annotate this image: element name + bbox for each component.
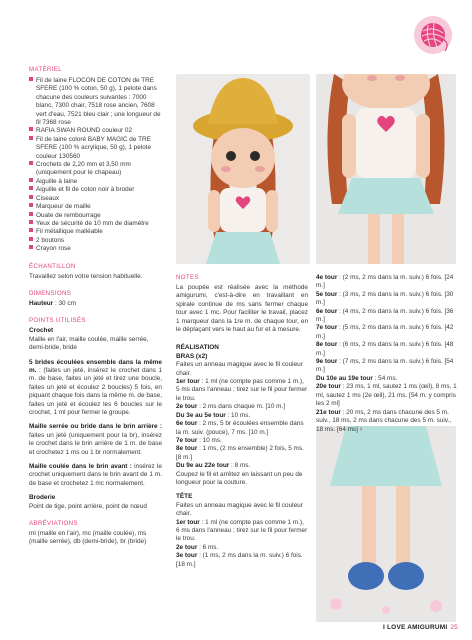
bras-row: Du 3e au 5e tour : 10 ms. (176, 411, 251, 419)
notes-text: La poupée est réalisée avec la méthode amigurumi, c'est-à-dire en travaillant en spirale continue de ms sans fermer chaque tour avec 1 mc. Pour faciliter le travail, placez 1 marqueur dans la 1re m. de chaque tour, en le déplaçant vers le haut au fur et à mesure. (176, 284, 308, 334)
bras-row: 1er tour : 1 ml (ne compte pas comme 1 m.), 5 ms dans l'anneau ; tirez sur le fil pour fermer le trou. (176, 378, 308, 402)
continue-arrow-icon: › (359, 424, 363, 434)
dimensions-heading: DIMENSIONS (29, 289, 72, 297)
yarn-ball-logo-icon (412, 14, 454, 56)
crochet-label: Crochet (29, 327, 54, 335)
pink-square-bullet-icon (29, 220, 33, 224)
materiel-item: Crayon rose (29, 245, 162, 253)
pink-square-bullet-icon (29, 212, 33, 216)
abreviations-text: ml (maille en l'air), mc (maille coulée), ms (maille serrée), db (demi-bride), br (bride) (29, 530, 147, 546)
materiel-item: Aiguille à laine (29, 178, 162, 186)
pink-square-bullet-icon (29, 237, 33, 241)
tete-row: 4e tour : (2 ms, 2 ms dans la m. suiv.) 6 fois. [24 m.] (316, 274, 454, 290)
bras-row: 6e tour : 2 ms, 5 br écoulées ensemble dans la m. suiv. (pouce), 7 ms. [10 m.] (176, 420, 304, 436)
tete-intro: Faites un anneau magique avec le fil couleur chair. (176, 501, 303, 518)
notes-heading: NOTES (176, 274, 199, 281)
materiel-item: Fil métallique malléable (29, 228, 162, 236)
column-1 (29, 66, 162, 547)
echantillon-heading: ÉCHANTILLON (29, 262, 76, 270)
tete-heading: TÊTE (176, 493, 193, 501)
broderie-label: Broderie (29, 494, 56, 502)
point-brin-avant: Maille coulée dans le brin avant : insérez le crochet uniquement dans le brin avant de 1 m. de base et crochetez 1 mc normalement. (29, 463, 162, 487)
pink-square-bullet-icon (29, 178, 33, 182)
materiel-item: Fil de laine coloré BABY MAGIC de TRE SFERE (100 % acrylique, 50 g), 1 pelote couleur 130560 (29, 136, 162, 161)
materiel-list (29, 77, 162, 254)
bras-row: 2e tour : 2 ms dans chaque m. [10 m.] (176, 403, 286, 411)
bras-intro: Faites un anneau magique avec le fil couleur chair. (176, 361, 303, 377)
materiel-item: 2 boutons (29, 237, 162, 245)
tete-row: 2e tour : 6 ms. (176, 543, 219, 551)
pink-square-bullet-icon (29, 161, 33, 165)
pink-square-bullet-icon (29, 77, 33, 81)
materiel-item: RAFIA SWAN ROUND couleur 02 (29, 127, 162, 135)
column-2 (176, 274, 308, 569)
materiel-item: Ciseaux (29, 195, 162, 203)
tete-row: 6e tour : (4 ms, 2 ms dans la m. suiv.) 6 fois. [36 m.] (316, 307, 454, 324)
materiel-item: Marqueur de maille (29, 203, 162, 211)
dimensions-text: Hauteur : 30 cm (29, 299, 76, 307)
column-3 (316, 274, 457, 435)
tete-row: 7e tour : (5 ms, 2 ms dans la m. suiv.) 6 fois. [42 m.] (316, 324, 454, 340)
pink-square-bullet-icon (29, 136, 33, 140)
bras-row: 8e tour : 1 ms, (2 ms ensemble) 2 fois, 5 ms. [8 m.] (176, 445, 304, 461)
pink-square-bullet-icon (29, 245, 33, 249)
bras-heading: BRAS (x2) (176, 352, 208, 360)
tete-row: 9e tour : (7 ms, 2 ms dans la m. suiv.) 6 fois. [54 m.] (316, 358, 454, 374)
magazine-brand: I LOVE AMIGURUMI (383, 624, 448, 631)
tete-row: 8e tour : (6 ms, 2 ms dans la m. suiv.) 6 fois. [48 m.] (316, 341, 454, 357)
point-brin-arriere: Maille serrée ou bride dans le brin arrière : faites un jeté (uniquement pour la br), insérez le crochet dans le brin arrière de 1 m. de base et crochetez 1 ms ou 1 br normalement. (29, 423, 162, 456)
broderie-text: Point de tige, point arrière, point de nœud (29, 502, 147, 510)
page-number: 25 (450, 624, 458, 631)
pink-square-bullet-icon (29, 195, 33, 199)
materiel-item: Ouate de rembourrage (29, 212, 162, 220)
materiel-item: Yeux de sécurité de 10 mm de diamètre (29, 220, 162, 228)
bras-end: Coupez le fil et arrêtez en laissant un peu de longueur pour la couture. (176, 470, 303, 486)
realisation-heading: RÉALISATION (176, 344, 219, 352)
materiel-item: Aiguille et fil de coton noir à broder (29, 186, 162, 194)
bras-row: 7e tour : 10 ms. (176, 436, 222, 444)
tete-row: 3e tour : (1 ms, 2 ms dans la m. suiv.) 6 fois. [18 m.] (176, 552, 303, 568)
pink-square-bullet-icon (29, 203, 33, 207)
page-footer (383, 624, 458, 631)
tete-row: 21e tour : 20 ms, 2 ms dans chacune des 5 m. suiv., 18 ms, 2 ms dans chacune des 5 m. suiv., 18 ms. [64 ms] › (316, 408, 452, 434)
tete-row: 1er tour : 1 ml (ne compte pas comme 1 m.), 6 ms dans l'anneau ; tirez sur le fil pour fermer le trou. (176, 518, 308, 543)
point-5-brides: 5 brides écoulées ensemble dans la même m. : (faites un jeté, insérez le crochet dans 1 m. de base, faites un jeté et tirez une boucle, faites un jeté et écoulez 2 boucles) 5 fois, en piquant chaque fois dans la même m. de base, faites un jeté et écoulez les 6 boucles sur le crochet, 1 ml pour fermer le groupe. (29, 358, 162, 416)
materiel-item: Fil de laine FLOCON DE COTON de TRE SFERE (100 % coton, 50 g), 1 pelote dans chacune des couleurs suivantes : 7000 blanc, 7300 chair, 7518 rose ancien, 7608 vert d'eau, 7521 bleu clair ; une longueur de fil 7368 rose (29, 77, 162, 127)
materiel-item: Crochets de 2,20 mm et 3,50 mm (uniquement pour le chapeau) (29, 161, 162, 178)
points-heading: POINTS UTILISÉS (29, 317, 86, 325)
bras-row: Du 9e au 22e tour : 8 ms. (176, 462, 251, 470)
doll-legs-photo (316, 426, 456, 622)
pink-square-bullet-icon (29, 186, 33, 190)
tete-row: 5e tour : (3 ms, 2 ms dans la m. suiv.) 6 fois. [30 m.] (316, 290, 454, 307)
tete-row: Du 10e au 19e tour : 54 ms. (316, 374, 398, 382)
crochet-text: Maille en l'air, maille coulée, maille serrée, demi-bride, bride (29, 335, 149, 352)
abreviations-heading: ABRÉVIATIONS (29, 520, 78, 528)
tete-row: 20e tour : 23 ms, 1 ml, sautez 1 ms (œil), 8 ms, 1 ml, sautez 1 ms (2e œil), 21 ms. [54 m. y compris les 2 ml] (316, 383, 457, 408)
doll-with-hat-photo (176, 74, 310, 264)
doll-closeup-photo (316, 74, 456, 264)
echantillon-text: Travaillez selon votre tension habituelle. (29, 272, 143, 280)
pink-square-bullet-icon (29, 228, 33, 232)
materiel-heading: MATÉRIEL (29, 66, 62, 73)
pink-square-bullet-icon (29, 127, 33, 131)
